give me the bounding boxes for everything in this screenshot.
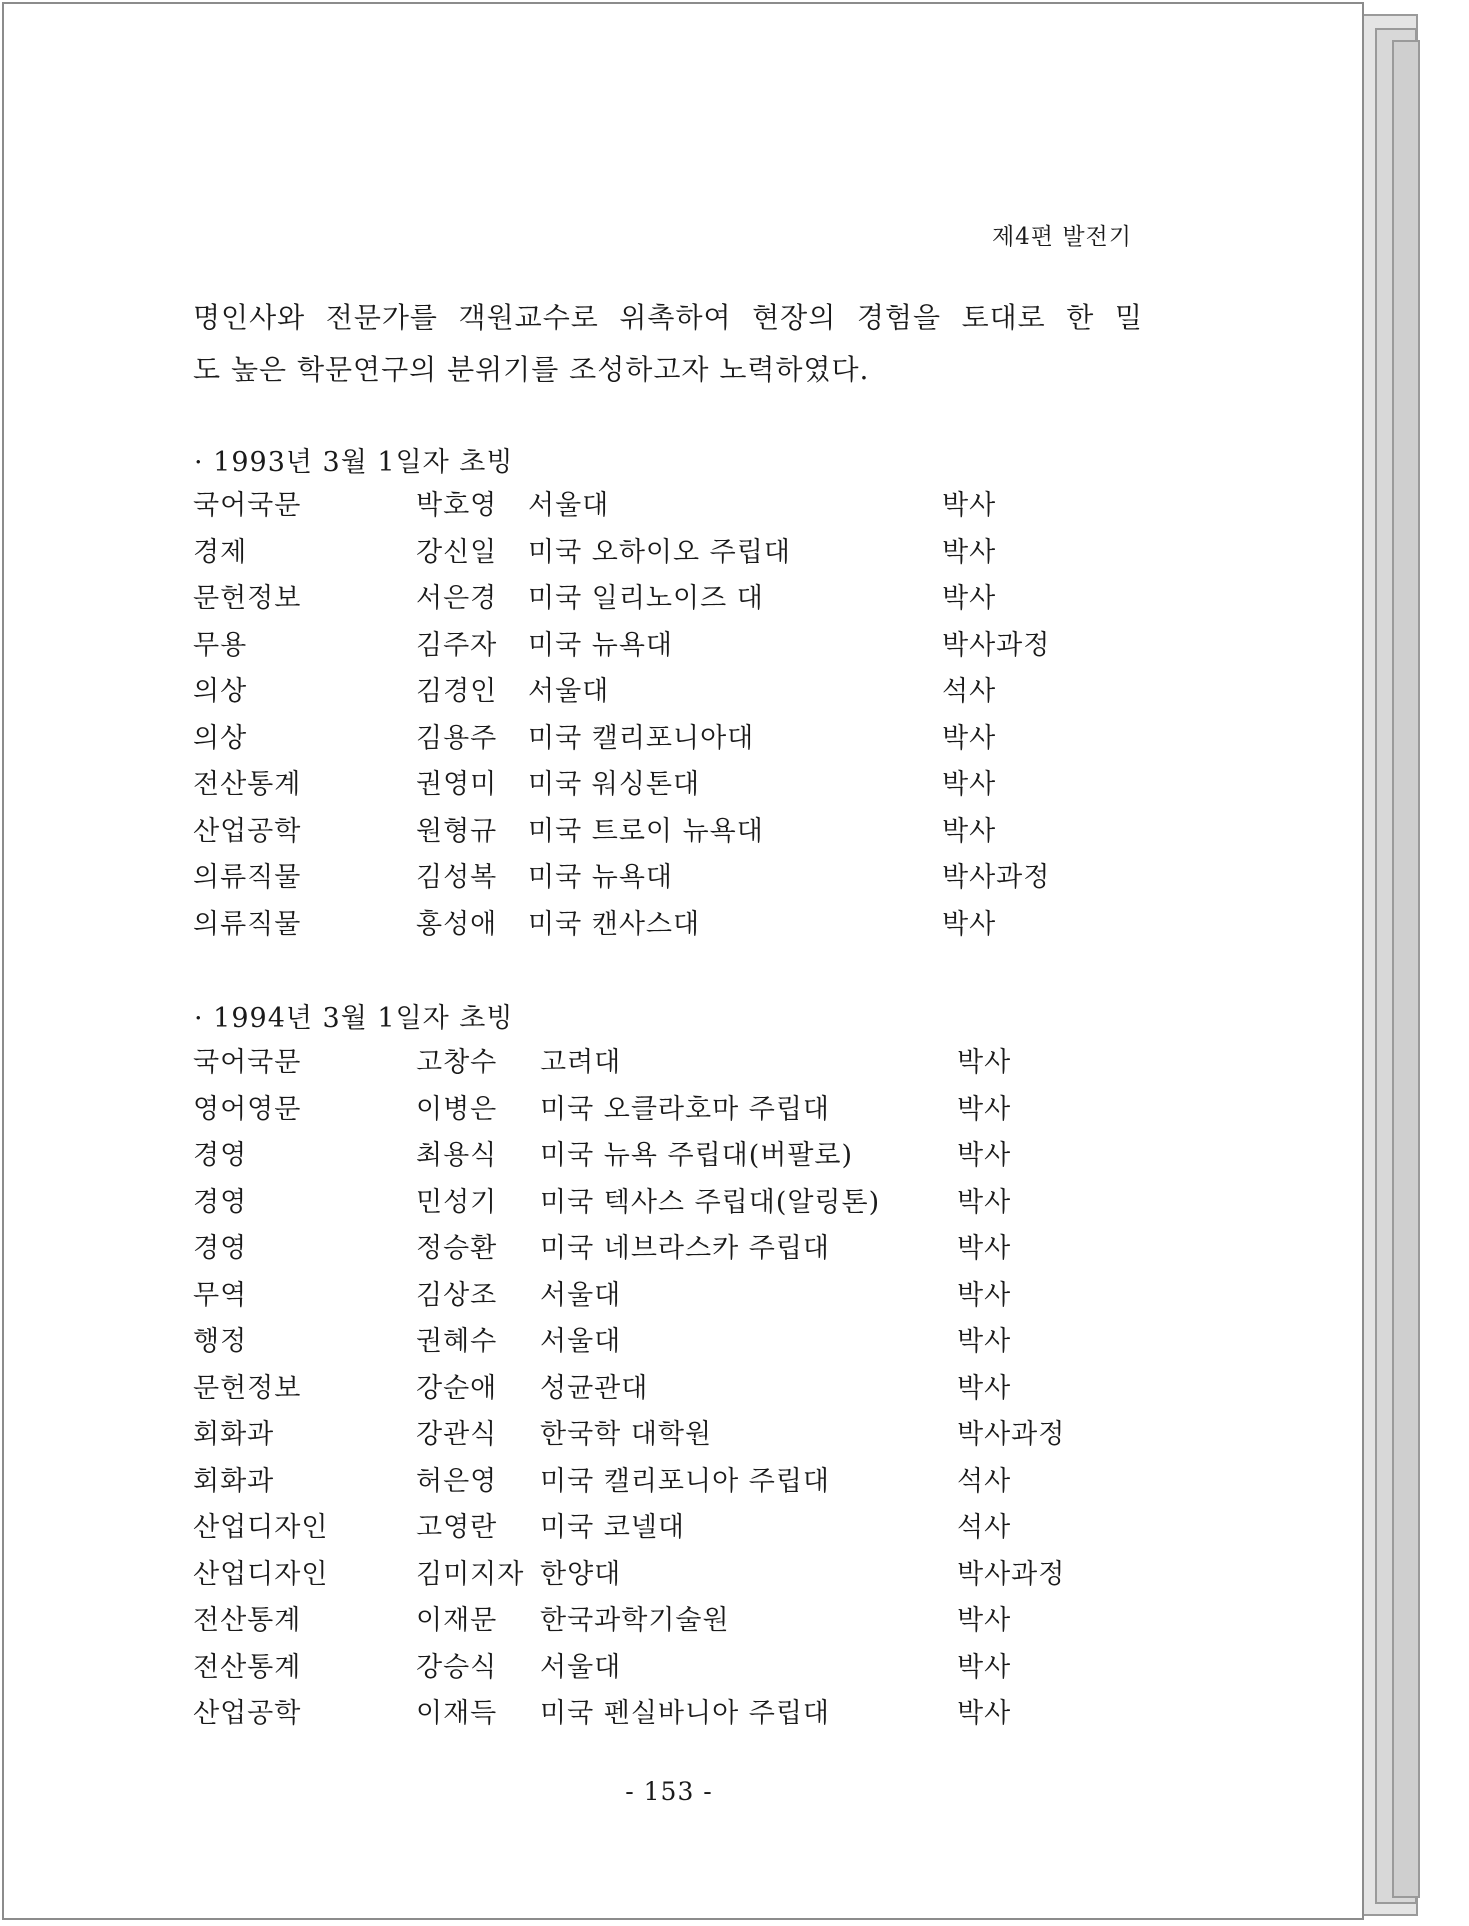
running-head: 제4편 발전기: [991, 224, 1132, 250]
school-cell: 미국 캘리포니아대: [528, 722, 755, 754]
name-cell: 서은경: [416, 583, 498, 614]
school-cell: 미국 뉴욕대: [528, 629, 673, 661]
school-cell: 미국 캔사스대: [528, 908, 701, 940]
name-cell: 고영란: [416, 1512, 498, 1543]
name-cell: 강관식: [416, 1419, 498, 1450]
degree-cell: 박사: [942, 769, 997, 800]
book-page: [2, 2, 1364, 1920]
name-cell: 홍성애: [416, 908, 498, 940]
name-cell: 김성복: [416, 862, 498, 893]
department-cell: 의류직물: [193, 908, 302, 940]
department-cell: 회화과: [193, 1419, 275, 1450]
school-cell: 미국 뉴욕 주립대(버팔로): [540, 1140, 854, 1171]
degree-cell: 박사과정: [957, 1419, 1066, 1450]
school-cell: 미국 코넬대: [540, 1512, 685, 1543]
degree-cell: 석사: [942, 676, 997, 707]
department-cell: 전산통계: [193, 1605, 302, 1636]
department-cell: 문헌정보: [193, 1372, 302, 1404]
degree-cell: 박사: [957, 1651, 1012, 1683]
school-cell: 고려대: [540, 1047, 622, 1078]
school-cell: 한양대: [540, 1558, 622, 1590]
department-cell: 산업디자인: [193, 1558, 329, 1590]
department-cell: 경제: [193, 536, 248, 568]
degree-cell: 박사: [957, 1186, 1012, 1218]
degree-cell: 박사: [957, 1372, 1012, 1404]
school-cell: 서울대: [540, 1279, 622, 1311]
department-cell: 영어영문: [193, 1093, 302, 1125]
degree-cell: 박사: [942, 908, 997, 940]
name-cell: 최용식: [416, 1140, 498, 1171]
school-cell: 미국 오클라호마 주립대: [540, 1093, 830, 1125]
school-cell: 한국학 대학원: [540, 1419, 713, 1450]
name-cell: 이재문: [416, 1605, 498, 1636]
department-cell: 경영: [193, 1140, 248, 1171]
degree-cell: 박사: [942, 815, 997, 847]
school-cell: 서울대: [540, 1326, 622, 1357]
name-cell: 허은영: [416, 1465, 498, 1497]
department-cell: 산업디자인: [193, 1512, 329, 1543]
section-title-1993: · 1993년 3월 1일자 초빙: [194, 447, 514, 478]
department-cell: 전산통계: [193, 769, 302, 800]
degree-cell: 박사: [957, 1698, 1012, 1729]
degree-cell: 석사: [957, 1465, 1012, 1497]
degree-cell: 박사: [957, 1605, 1012, 1636]
school-cell: 서울대: [528, 490, 610, 521]
department-cell: 회화과: [193, 1465, 275, 1497]
degree-cell: 박사과정: [957, 1558, 1066, 1590]
name-cell: 원형규: [416, 815, 498, 847]
department-cell: 전산통계: [193, 1651, 302, 1683]
school-cell: 서울대: [528, 676, 610, 707]
degree-cell: 박사: [957, 1140, 1012, 1171]
name-cell: 강승식: [416, 1651, 498, 1683]
school-cell: 한국과학기술원: [540, 1605, 730, 1636]
degree-cell: 박사과정: [942, 629, 1051, 661]
school-cell: 미국 펜실바니아 주립대: [540, 1698, 830, 1729]
name-cell: 권영미: [416, 769, 498, 800]
name-cell: 권혜수: [416, 1326, 498, 1357]
degree-cell: 박사: [957, 1047, 1012, 1078]
intro-paragraph: [193, 292, 1143, 396]
department-cell: 산업공학: [193, 1698, 302, 1729]
school-cell: 미국 워싱톤대: [528, 769, 701, 800]
school-cell: 미국 텍사스 주립대(알링톤): [540, 1186, 881, 1218]
department-cell: 의류직물: [193, 862, 302, 893]
name-cell: 정승환: [416, 1233, 498, 1264]
department-cell: 국어국문: [193, 1047, 302, 1078]
degree-cell: 박사: [957, 1233, 1012, 1264]
intro-line: 도 높은 학문연구의 분위기를 조성하고자 노력하였다.: [193, 353, 870, 386]
department-cell: 무용: [193, 629, 248, 661]
degree-cell: 박사: [957, 1326, 1012, 1357]
name-cell: 김용주: [416, 722, 498, 754]
name-cell: 이병은: [416, 1093, 498, 1125]
name-cell: 김주자: [416, 629, 498, 661]
school-cell: 미국 네브라스카 주립대: [540, 1233, 830, 1264]
department-cell: 의상: [193, 722, 248, 754]
degree-cell: 박사과정: [942, 862, 1051, 893]
school-cell: 미국 오하이오 주립대: [528, 536, 791, 568]
name-cell: 민성기: [416, 1186, 498, 1218]
department-cell: 무역: [193, 1279, 248, 1311]
name-cell: 이재득: [416, 1698, 498, 1729]
name-cell: 고창수: [416, 1047, 498, 1078]
department-cell: 의상: [193, 676, 248, 707]
department-cell: 행정: [193, 1326, 248, 1357]
degree-cell: 박사: [942, 722, 997, 754]
section-title-1994: · 1994년 3월 1일자 초빙: [194, 1003, 514, 1034]
school-cell: 미국 트로이 뉴욕대: [528, 815, 764, 847]
degree-cell: 박사: [942, 490, 997, 521]
department-cell: 문헌정보: [193, 583, 302, 614]
department-cell: 국어국문: [193, 490, 302, 521]
department-cell: 경영: [193, 1186, 248, 1218]
school-cell: 미국 일리노이즈 대: [528, 583, 764, 614]
page-stack-edge: [1392, 40, 1420, 1898]
school-cell: 미국 캘리포니아 주립대: [540, 1465, 830, 1497]
name-cell: 박호영: [416, 490, 498, 521]
degree-cell: 박사: [942, 583, 997, 614]
department-cell: 경영: [193, 1233, 248, 1264]
degree-cell: 박사: [942, 536, 997, 568]
name-cell: 강신일: [416, 536, 498, 568]
school-cell: 서울대: [540, 1651, 622, 1683]
name-cell: 김미지자: [416, 1558, 525, 1590]
department-cell: 산업공학: [193, 815, 302, 847]
degree-cell: 박사: [957, 1093, 1012, 1125]
name-cell: 김경인: [416, 676, 498, 707]
degree-cell: 박사: [957, 1279, 1012, 1311]
school-cell: 미국 뉴욕대: [528, 862, 673, 893]
name-cell: 김상조: [416, 1279, 498, 1311]
name-cell: 강순애: [416, 1372, 498, 1404]
school-cell: 성균관대: [540, 1372, 649, 1404]
degree-cell: 석사: [957, 1512, 1012, 1543]
page-number: - 153 -: [625, 1777, 713, 1806]
intro-line: 명인사와 전문가를 객원교수로 위촉하여 현장의 경험을 토대로 한 밀: [193, 301, 1143, 334]
